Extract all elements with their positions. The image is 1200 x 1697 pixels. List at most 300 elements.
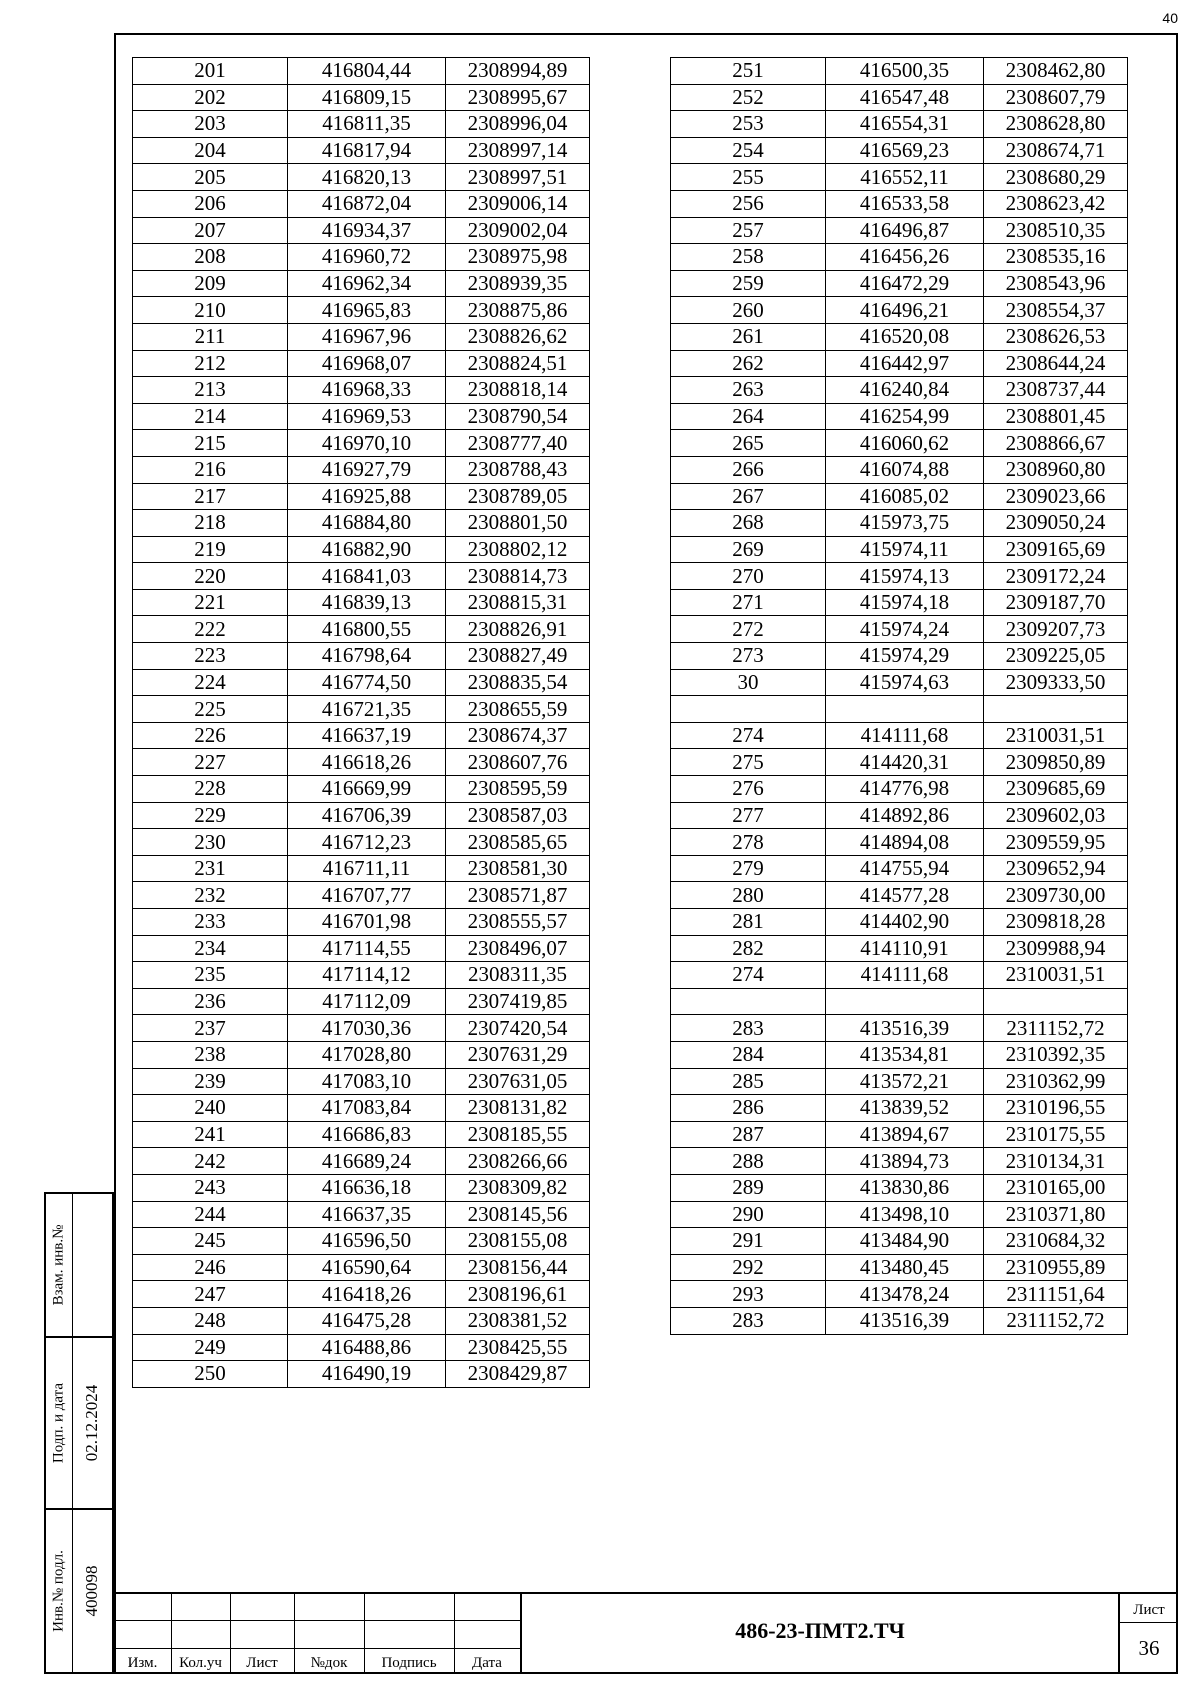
table-row (133, 377, 590, 404)
x-coordinate: 416520,08 (826, 323, 984, 350)
table-row (133, 1361, 590, 1388)
y-coordinate: 2308644,24 (984, 350, 1128, 377)
table-row (133, 749, 590, 776)
point-number: 273 (671, 643, 826, 670)
point-number: 241 (133, 1121, 288, 1148)
table-row (133, 1307, 590, 1334)
y-coordinate: 2308543,96 (984, 270, 1128, 297)
point-number: 268 (671, 510, 826, 537)
x-coordinate: 416969,53 (288, 403, 446, 430)
x-coordinate: 416817,94 (288, 137, 446, 164)
point-number: 250 (133, 1361, 288, 1388)
x-coordinate: 417112,09 (288, 988, 446, 1015)
x-coordinate: 416596,50 (288, 1228, 446, 1255)
y-coordinate: 2311152,72 (984, 1307, 1128, 1334)
point-number: 207 (133, 217, 288, 244)
y-coordinate: 2309988,94 (984, 935, 1128, 962)
y-coordinate: 2308826,91 (446, 616, 590, 643)
y-coordinate: 2308381,52 (446, 1307, 590, 1334)
table-row (133, 563, 590, 590)
table-row (133, 111, 590, 138)
point-number: 228 (133, 776, 288, 803)
point-number: 243 (133, 1174, 288, 1201)
x-coordinate: 416809,15 (288, 84, 446, 111)
original-inventory-value: 400098 (82, 1565, 101, 1617)
point-number: 217 (133, 483, 288, 510)
side-stamp-signature-date (44, 1336, 114, 1510)
table-row (671, 855, 1128, 882)
table-row (133, 962, 590, 989)
point-number: 257 (671, 217, 826, 244)
y-coordinate: 2309002,04 (446, 217, 590, 244)
y-coordinate: 2309559,95 (984, 829, 1128, 856)
point-number: 259 (671, 270, 826, 297)
point-number: 220 (133, 563, 288, 590)
point-number: 237 (133, 1015, 288, 1042)
table-row (133, 1201, 590, 1228)
y-coordinate: 2308496,07 (446, 935, 590, 962)
y-coordinate: 2308818,14 (446, 377, 590, 404)
point-number: 206 (133, 190, 288, 217)
x-coordinate: 416475,28 (288, 1307, 446, 1334)
table-row (133, 456, 590, 483)
point-number: 205 (133, 164, 288, 191)
point-number: 214 (133, 403, 288, 430)
x-coordinate: 414776,98 (826, 776, 984, 803)
point-number: 258 (671, 244, 826, 271)
x-coordinate: 414892,86 (826, 802, 984, 829)
table-row (671, 1041, 1128, 1068)
point-number: 247 (133, 1281, 288, 1308)
sheet-value: 36 (1138, 1636, 1160, 1660)
table-row (671, 377, 1128, 404)
x-coordinate: 416533,58 (826, 190, 984, 217)
table-row (671, 962, 1128, 989)
x-coordinate: 413894,67 (826, 1121, 984, 1148)
table-row (133, 84, 590, 111)
table-row (671, 483, 1128, 510)
x-coordinate: 416800,55 (288, 616, 446, 643)
table-row (133, 696, 590, 723)
x-coordinate (826, 988, 984, 1015)
table-row (671, 988, 1128, 1015)
x-coordinate: 416820,13 (288, 164, 446, 191)
table-row (671, 1068, 1128, 1095)
table-row (133, 297, 590, 324)
y-coordinate: 2309818,28 (984, 909, 1128, 936)
point-number: 209 (133, 270, 288, 297)
table-row (671, 58, 1128, 85)
x-coordinate: 416554,31 (826, 111, 984, 138)
y-coordinate: 2308571,87 (446, 882, 590, 909)
x-coordinate: 414111,68 (826, 722, 984, 749)
table-row (671, 589, 1128, 616)
point-number: 272 (671, 616, 826, 643)
x-coordinate: 416706,39 (288, 802, 446, 829)
x-coordinate: 416060,62 (826, 430, 984, 457)
signature-date-value: 02.12.2024 (82, 1384, 101, 1462)
point-number: 226 (133, 722, 288, 749)
table-row (671, 111, 1128, 138)
y-coordinate: 2308554,37 (984, 297, 1128, 324)
y-coordinate: 2309333,50 (984, 669, 1128, 696)
x-coordinate: 416074,88 (826, 456, 984, 483)
point-number: 201 (133, 58, 288, 85)
y-coordinate: 2308994,89 (446, 58, 590, 85)
table-row (133, 510, 590, 537)
table-row (671, 1281, 1128, 1308)
x-coordinate: 414577,28 (826, 882, 984, 909)
point-number: 227 (133, 749, 288, 776)
table-row (671, 244, 1128, 271)
y-coordinate: 2308674,71 (984, 137, 1128, 164)
point-number: 221 (133, 589, 288, 616)
table-row (671, 776, 1128, 803)
table-row (671, 217, 1128, 244)
point-number: 223 (133, 643, 288, 670)
y-coordinate: 2308960,80 (984, 456, 1128, 483)
x-coordinate: 416962,34 (288, 270, 446, 297)
y-coordinate: 2308155,08 (446, 1228, 590, 1255)
x-coordinate: 414110,91 (826, 935, 984, 962)
replacement-inventory-label: Взам. инв.№ (50, 1224, 67, 1306)
col-label-podpis: Подпись (381, 1655, 437, 1671)
coordinates-table-right (670, 57, 1128, 1335)
y-coordinate: 2308510,35 (984, 217, 1128, 244)
y-coordinate: 2308827,49 (446, 643, 590, 670)
table-row (671, 696, 1128, 723)
table-row (671, 882, 1128, 909)
table-row (133, 855, 590, 882)
point-number: 292 (671, 1254, 826, 1281)
point-number: 274 (671, 722, 826, 749)
point-number: 280 (671, 882, 826, 909)
table-row (671, 1174, 1128, 1201)
y-coordinate: 2309187,70 (984, 589, 1128, 616)
table-row (671, 323, 1128, 350)
table-row (671, 563, 1128, 590)
table-row (671, 1095, 1128, 1122)
y-coordinate: 2308607,76 (446, 749, 590, 776)
y-coordinate: 2308309,82 (446, 1174, 590, 1201)
y-coordinate: 2311152,72 (984, 1015, 1128, 1042)
x-coordinate: 416552,11 (826, 164, 984, 191)
point-number: 252 (671, 84, 826, 111)
sheet-number-box (1118, 1594, 1178, 1674)
y-coordinate: 2308628,80 (984, 111, 1128, 138)
point-number: 264 (671, 403, 826, 430)
x-coordinate: 417083,84 (288, 1095, 446, 1122)
point-number: 229 (133, 802, 288, 829)
point-number: 260 (671, 297, 826, 324)
point-number: 208 (133, 244, 288, 271)
point-number: 263 (671, 377, 826, 404)
table-row (133, 829, 590, 856)
y-coordinate: 2308777,40 (446, 430, 590, 457)
table-row (671, 403, 1128, 430)
x-coordinate: 416569,23 (826, 137, 984, 164)
point-number: 245 (133, 1228, 288, 1255)
x-coordinate: 416254,99 (826, 403, 984, 430)
table-row (133, 909, 590, 936)
table-row (671, 84, 1128, 111)
y-coordinate: 2307419,85 (446, 988, 590, 1015)
table-row (671, 137, 1128, 164)
x-coordinate: 415974,29 (826, 643, 984, 670)
table-row (133, 137, 590, 164)
y-coordinate: 2308674,37 (446, 722, 590, 749)
x-coordinate: 416490,19 (288, 1361, 446, 1388)
point-number (671, 696, 826, 723)
point-number: 254 (671, 137, 826, 164)
point-number: 230 (133, 829, 288, 856)
x-coordinate: 416872,04 (288, 190, 446, 217)
point-number: 279 (671, 855, 826, 882)
point-number: 261 (671, 323, 826, 350)
y-coordinate: 2308623,42 (984, 190, 1128, 217)
signature-date-label: Подп. и дата (50, 1382, 67, 1464)
table-row (671, 190, 1128, 217)
point-number: 202 (133, 84, 288, 111)
y-coordinate: 2311151,64 (984, 1281, 1128, 1308)
x-coordinate: 416811,35 (288, 111, 446, 138)
x-coordinate: 415973,75 (826, 510, 984, 537)
col-label-ndok: №док (310, 1655, 348, 1671)
x-coordinate: 416637,19 (288, 722, 446, 749)
y-coordinate: 2308790,54 (446, 403, 590, 430)
point-number: 265 (671, 430, 826, 457)
x-coordinate: 416882,90 (288, 536, 446, 563)
table-row (133, 802, 590, 829)
point-number: 251 (671, 58, 826, 85)
point-number: 204 (133, 137, 288, 164)
y-coordinate: 2308866,67 (984, 430, 1128, 457)
y-coordinate: 2309023,66 (984, 483, 1128, 510)
table-row (133, 1334, 590, 1361)
document-code: 486-23-ПМТ2.ТЧ (735, 1618, 905, 1643)
y-coordinate: 2308995,67 (446, 84, 590, 111)
point-number: 283 (671, 1307, 826, 1334)
point-number: 262 (671, 350, 826, 377)
table-row (133, 722, 590, 749)
x-coordinate: 414420,31 (826, 749, 984, 776)
y-coordinate: 2310392,35 (984, 1041, 1128, 1068)
table-row (133, 164, 590, 191)
table-row (671, 456, 1128, 483)
x-coordinate: 416884,80 (288, 510, 446, 537)
x-coordinate: 416496,87 (826, 217, 984, 244)
x-coordinate: 416500,35 (826, 58, 984, 85)
table-row (133, 935, 590, 962)
y-coordinate: 2309730,00 (984, 882, 1128, 909)
x-coordinate: 416590,64 (288, 1254, 446, 1281)
point-number: 232 (133, 882, 288, 909)
table-row (133, 988, 590, 1015)
y-coordinate (984, 988, 1128, 1015)
point-number: 267 (671, 483, 826, 510)
point-number: 290 (671, 1201, 826, 1228)
table-row (671, 164, 1128, 191)
x-coordinate: 416927,79 (288, 456, 446, 483)
x-coordinate: 416637,35 (288, 1201, 446, 1228)
table-row (671, 616, 1128, 643)
x-coordinate: 416968,07 (288, 350, 446, 377)
table-row (133, 776, 590, 803)
point-number (671, 988, 826, 1015)
x-coordinate: 414402,90 (826, 909, 984, 936)
y-coordinate: 2308997,14 (446, 137, 590, 164)
point-number: 270 (671, 563, 826, 590)
table-row (133, 669, 590, 696)
table-row (133, 1121, 590, 1148)
point-number: 277 (671, 802, 826, 829)
x-coordinate: 415974,13 (826, 563, 984, 590)
y-coordinate: 2310165,00 (984, 1174, 1128, 1201)
table-row (133, 1228, 590, 1255)
point-number: 253 (671, 111, 826, 138)
y-coordinate: 2308535,16 (984, 244, 1128, 271)
x-coordinate: 416839,13 (288, 589, 446, 616)
point-number: 274 (671, 962, 826, 989)
table-row (671, 829, 1128, 856)
y-coordinate: 2308801,50 (446, 510, 590, 537)
point-number: 236 (133, 988, 288, 1015)
table-row (671, 1121, 1128, 1148)
point-number: 286 (671, 1095, 826, 1122)
point-number: 234 (133, 935, 288, 962)
table-row (133, 1015, 590, 1042)
x-coordinate: 416701,98 (288, 909, 446, 936)
x-coordinate: 416669,99 (288, 776, 446, 803)
point-number: 246 (133, 1254, 288, 1281)
point-number: 210 (133, 297, 288, 324)
point-number: 213 (133, 377, 288, 404)
table-row (133, 323, 590, 350)
y-coordinate: 2310031,51 (984, 962, 1128, 989)
table-row (671, 1148, 1128, 1175)
x-coordinate: 416712,23 (288, 829, 446, 856)
table-row (671, 722, 1128, 749)
y-coordinate: 2308996,04 (446, 111, 590, 138)
y-coordinate: 2308737,44 (984, 377, 1128, 404)
y-coordinate: 2308997,51 (446, 164, 590, 191)
point-number: 240 (133, 1095, 288, 1122)
x-coordinate: 416488,86 (288, 1334, 446, 1361)
x-coordinate: 413839,52 (826, 1095, 984, 1122)
y-coordinate: 2308266,66 (446, 1148, 590, 1175)
point-number: 255 (671, 164, 826, 191)
x-coordinate: 416240,84 (826, 377, 984, 404)
point-number: 216 (133, 456, 288, 483)
point-number: 266 (671, 456, 826, 483)
x-coordinate: 415974,11 (826, 536, 984, 563)
x-coordinate: 414111,68 (826, 962, 984, 989)
point-number: 203 (133, 111, 288, 138)
table-row (671, 1254, 1128, 1281)
col-label-kol-uch: Кол.уч (179, 1655, 222, 1671)
x-coordinate: 417083,10 (288, 1068, 446, 1095)
point-number: 233 (133, 909, 288, 936)
table-row (671, 297, 1128, 324)
x-coordinate: 413572,21 (826, 1068, 984, 1095)
table-row (133, 1174, 590, 1201)
y-coordinate: 2310362,99 (984, 1068, 1128, 1095)
y-coordinate: 2308145,56 (446, 1201, 590, 1228)
table-row (133, 403, 590, 430)
point-number: 231 (133, 855, 288, 882)
point-number: 242 (133, 1148, 288, 1175)
y-coordinate: 2309225,05 (984, 643, 1128, 670)
sheet-label: Лист (1133, 1602, 1165, 1618)
point-number: 256 (671, 190, 826, 217)
y-coordinate: 2310175,55 (984, 1121, 1128, 1148)
side-stamp-replacement (44, 1192, 114, 1338)
x-coordinate: 416967,96 (288, 323, 446, 350)
x-coordinate: 413894,73 (826, 1148, 984, 1175)
y-coordinate: 2310371,80 (984, 1201, 1128, 1228)
x-coordinate: 416618,26 (288, 749, 446, 776)
point-number: 287 (671, 1121, 826, 1148)
point-number: 271 (671, 589, 826, 616)
y-coordinate (984, 696, 1128, 723)
table-row (133, 270, 590, 297)
table-row (133, 643, 590, 670)
y-coordinate: 2309006,14 (446, 190, 590, 217)
y-coordinate: 2308826,62 (446, 323, 590, 350)
point-number: 285 (671, 1068, 826, 1095)
x-coordinate: 417114,55 (288, 935, 446, 962)
x-coordinate: 413516,39 (826, 1015, 984, 1042)
x-coordinate: 413830,86 (826, 1174, 984, 1201)
table-row (671, 1201, 1128, 1228)
table-row (133, 1254, 590, 1281)
point-number: 212 (133, 350, 288, 377)
x-coordinate: 416442,97 (826, 350, 984, 377)
point-number: 248 (133, 1307, 288, 1334)
y-coordinate: 2308939,35 (446, 270, 590, 297)
x-coordinate: 415974,63 (826, 669, 984, 696)
coordinates-table-left (132, 57, 590, 1388)
table-row (671, 643, 1128, 670)
y-coordinate: 2308801,45 (984, 403, 1128, 430)
y-coordinate: 2307631,05 (446, 1068, 590, 1095)
point-number: 222 (133, 616, 288, 643)
y-coordinate: 2308815,31 (446, 589, 590, 616)
y-coordinate: 2308875,86 (446, 297, 590, 324)
table-row (133, 1148, 590, 1175)
point-number: 293 (671, 1281, 826, 1308)
table-row (671, 749, 1128, 776)
table-row (671, 510, 1128, 537)
table-row (671, 1015, 1128, 1042)
table-row (671, 1307, 1128, 1334)
table-row (671, 802, 1128, 829)
table-row (133, 1095, 590, 1122)
y-coordinate: 2308655,59 (446, 696, 590, 723)
point-number: 278 (671, 829, 826, 856)
y-coordinate: 2308789,05 (446, 483, 590, 510)
table-row (133, 244, 590, 271)
x-coordinate: 416960,72 (288, 244, 446, 271)
point-number: 269 (671, 536, 826, 563)
point-number: 224 (133, 669, 288, 696)
col-label-data: Дата (472, 1655, 502, 1671)
table-row (133, 58, 590, 85)
y-coordinate: 2308185,55 (446, 1121, 590, 1148)
x-coordinate: 416965,83 (288, 297, 446, 324)
title-block (114, 1592, 1178, 1674)
y-coordinate: 2309685,69 (984, 776, 1128, 803)
